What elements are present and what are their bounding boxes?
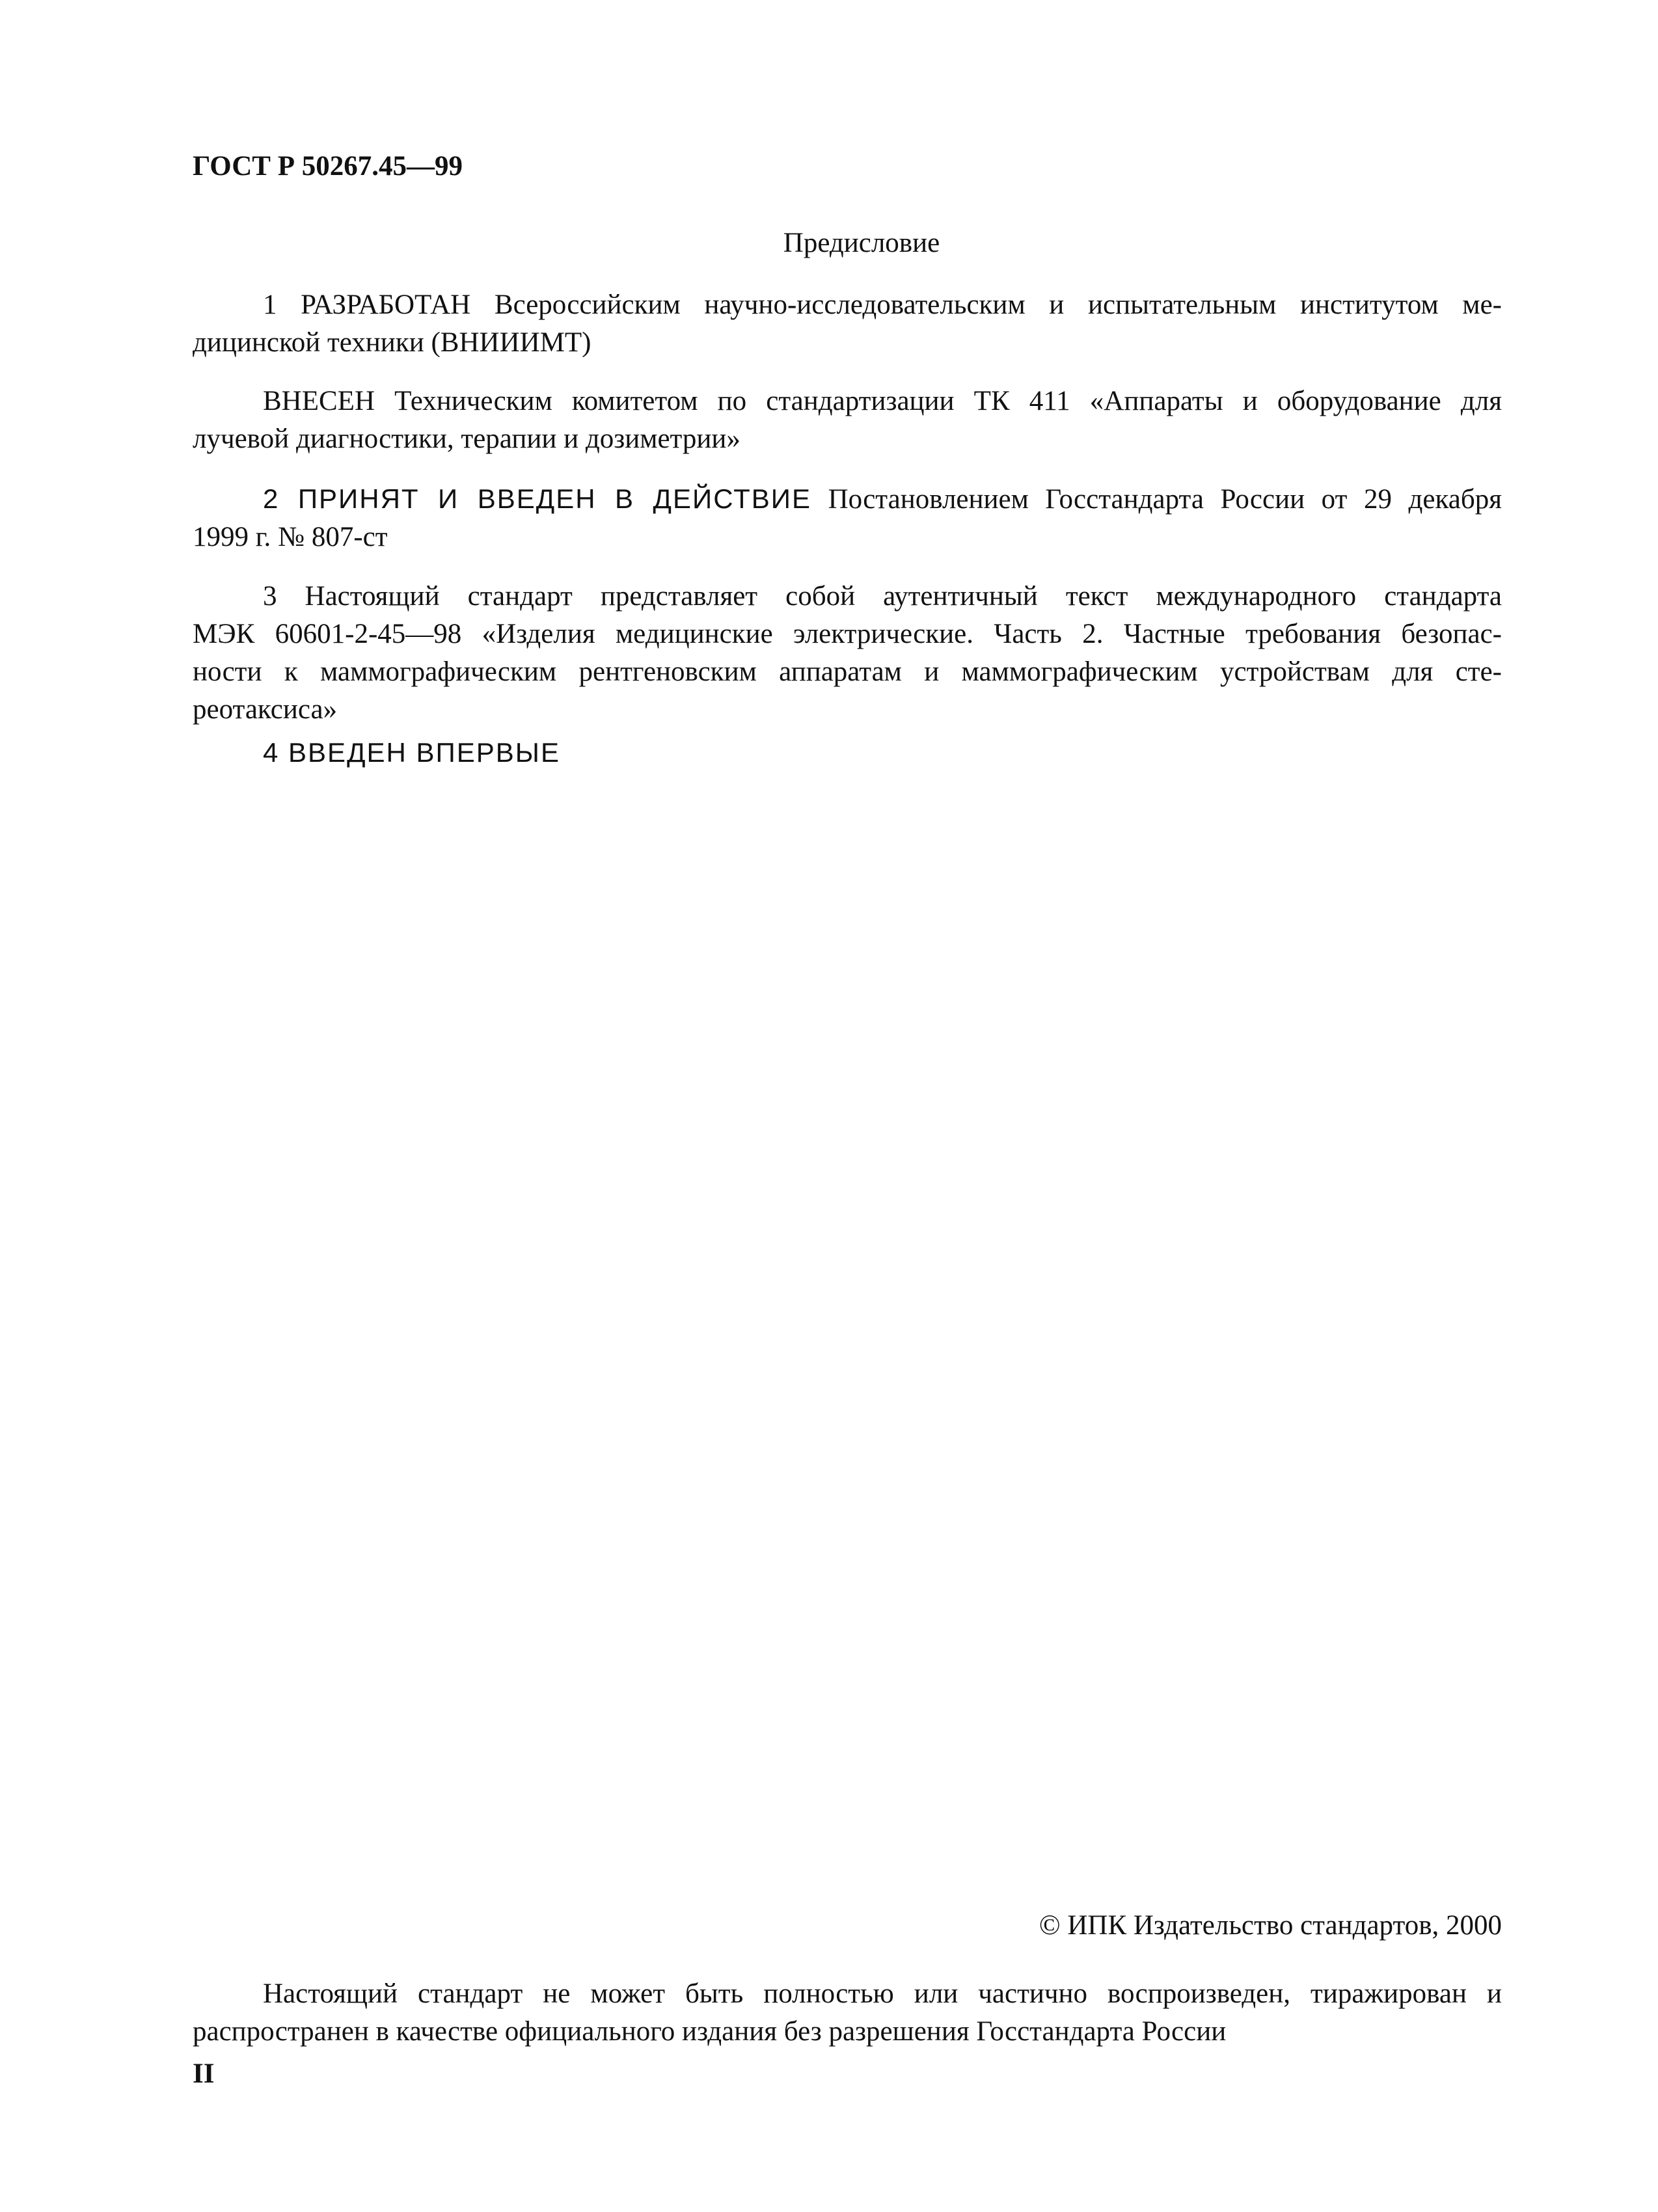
paragraph-line: 3 Настоящий стандарт представляет собой аутентичный текст международного стандарта xyxy=(263,581,1502,612)
paragraph-text: Техническим комитетом по стандартизации ТК 411 «Аппараты и оборудование для xyxy=(375,386,1502,416)
document-code-header: ГОСТ Р 50267.45—99 xyxy=(193,151,463,182)
paragraph-line xyxy=(193,286,1502,324)
paragraph-line: дицинской техники (ВНИИИМТ) xyxy=(193,327,591,358)
paragraph-adopted xyxy=(193,480,1502,556)
paragraph-line xyxy=(193,383,1502,420)
paragraph-lead: 2 ПРИНЯТ И ВВЕДЕН В ДЕЙСТВИЕ xyxy=(263,483,812,514)
section-title: Предисловие xyxy=(783,228,940,258)
paragraph-line: ности к маммографическим рентгеновским аппаратам и маммографическим устройствам для сте- xyxy=(193,656,1502,687)
paragraph-line: лучевой диагностики, терапии и дозиметрии» xyxy=(193,424,741,454)
paragraph-line: реотаксиса» xyxy=(193,694,338,725)
paragraph-text: Постановлением Госстандарта России от 29 декабря xyxy=(811,484,1502,515)
reproduction-notice xyxy=(193,1975,1502,2051)
paragraph-developed-by xyxy=(193,286,1502,362)
paragraph-authentic-text xyxy=(193,578,1502,729)
page-number: II xyxy=(193,2058,215,2089)
paragraph-text: Всероссийским научно-исследовательским и испытательным институтом ме- xyxy=(470,290,1502,320)
paragraph-line: 4 ВВЕДЕН ВПЕРВЫЕ xyxy=(263,737,560,768)
paragraph-introduced-by xyxy=(193,383,1502,458)
paragraph-lead: 1 РАЗРАБОТАН xyxy=(263,290,471,320)
notice-line: распространен в качестве официального издания без разрешения Госстандарта России xyxy=(193,2016,1227,2047)
paragraph-line: МЭК 60601-2-45—98 «Изделия медицинские электрические. Часть 2. Частные требования безопас- xyxy=(193,619,1502,649)
paragraph-first-introduced xyxy=(193,734,1502,772)
notice-line: Настоящий стандарт не может быть полностью или частично воспроизведен, тиражирован и xyxy=(263,1978,1502,2009)
paragraph-lead: ВНЕСЕН xyxy=(263,386,375,416)
paragraph-line: 1999 г. № 807-ст xyxy=(193,522,388,552)
copyright-line: © ИПК Издательство стандартов, 2000 xyxy=(1039,1910,1502,1941)
paragraph-line xyxy=(193,480,1502,519)
